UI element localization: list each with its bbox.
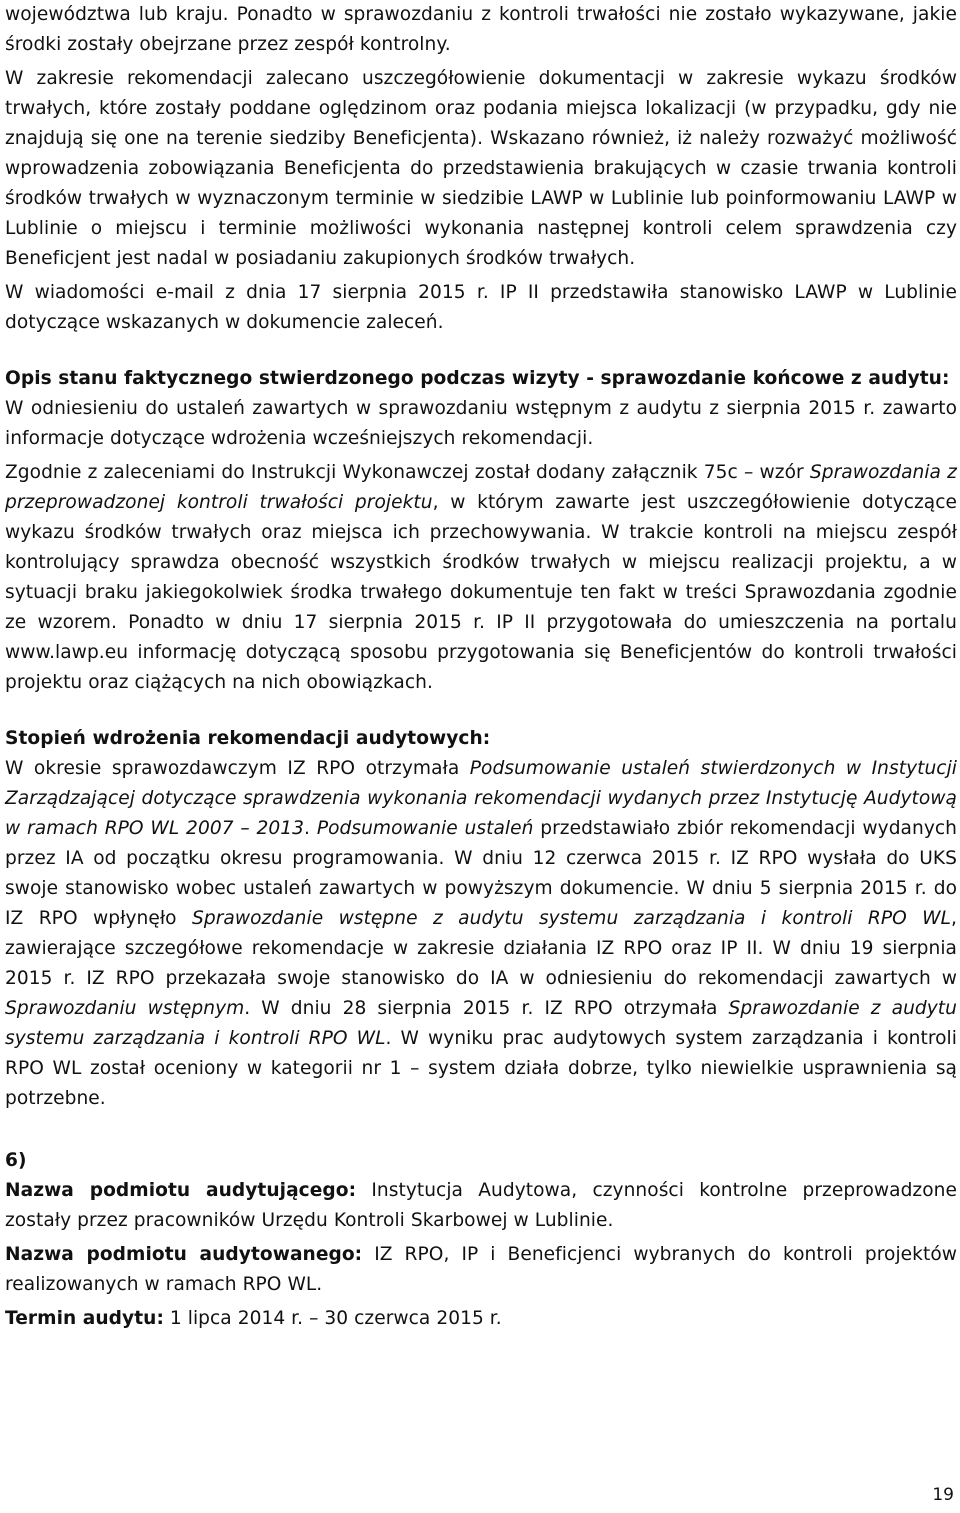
label-termin: Termin audytu:	[5, 1308, 164, 1329]
text-run: . W dniu 28 sierpnia 2015 r. IZ RPO otrzymała	[244, 998, 729, 1019]
paragraph-recommendations: W zakresie rekomendacji zalecano uszczegółowienie dokumentacji w zakresie wykazu środków trwałych, które zostały poddane oględzinom oraz podania miejsca lokalizacji (w przypadku, gdy nie znajdują się one na terenie siedziby Beneficjenta). Wskazano również, iż należy rozważyć możliwość wprowadzenia zobowiązania Beneficjenta do przedstawienia brakujących w czasie trwania kontroli środków trwałych w wyznaczonym terminie w siedzibie LAWP w Lublinie lub poinformowaniu LAWP w Lublinie o miejscu i terminie możliwości wykonania następnej kontroli celem sprawdzenia czy Beneficjent jest nadal w posiadaniu zakupionych środków trwałych.	[5, 68, 957, 269]
paragraph-email-response: W wiadomości e-mail z dnia 17 sierpnia 2015 r. IP II przedstawiła stanowisko LAWP w Lublinie dotyczące wskazanych w dokumencie zaleceń.	[5, 282, 957, 333]
section-heading-stopien: Stopień wdrożenia rekomendacji audytowych:	[5, 728, 491, 749]
italic-doc-title: Podsumowanie ustaleń stwierdzonych w Instytucji Zarządzającej dotyczące sprawdzenia wykonania rekomendacji wydanych przez Instytucję Audytową w ramach RPO WL 2007 – 2013	[5, 758, 958, 839]
paragraph-opis-2	[5, 458, 957, 698]
italic-doc-title: Sprawozdanie wstępne z audytu systemu zarządzania i kontroli RPO WL	[192, 908, 952, 929]
text-run: . W wyniku prac audytowych system zarządzania i kontroli RPO WL został oceniony w kategorii nr 1 – system działa dobrze, tylko niewielkie usprawnienia są potrzebne.	[5, 1028, 957, 1109]
italic-doc-title: Sprawozdaniu wstępnym	[5, 998, 245, 1019]
value-termin: 1 lipca 2014 r. – 30 czerwca 2015 r.	[163, 1308, 502, 1329]
text-run: , w którym zawarte jest uszczegółowienie dotyczące wykazu środków trwałych oraz miejsca ich przechowywania. W trakcie kontroli na miejscu zespół kontrolujący sprawdza obecność wszystkich środków trwałych w miejscu realizacji projektu, a w sytuacji braku jakiegokolwiek środka trwałego dokumentuje ten fakt w treści Sprawozdania zgodnie ze wzorem. Ponadto w dniu 17 sierpnia 2015 r. IP II przygotowała do umieszczenia na portalu www.lawp.eu informację dotyczącą sposobu przygotowania się Beneficjentów do kontroli trwałości projektu oraz ciążących na nich obowiązkach.	[5, 492, 958, 693]
paragraph-stopien	[5, 754, 957, 1114]
text-run: .	[304, 818, 317, 839]
section-heading-opis: Opis stanu faktycznego stwierdzonego podczas wizyty - sprawozdanie końcowe z audytu:	[5, 368, 950, 389]
paragraph-audytujacy	[5, 1176, 957, 1236]
value-audytowany: IZ RPO, IP i Beneficjenci wybranych do kontroli projektów realizowanych w ramach RPO WL.	[5, 1244, 957, 1295]
label-audytowany: Nazwa podmiotu audytowanego:	[5, 1244, 363, 1265]
italic-title: Sprawozdania z przeprowadzonej kontroli trwałości projektu	[5, 462, 957, 513]
page-number: 19	[932, 1485, 954, 1505]
label-audytujacy: Nazwa podmiotu audytującego:	[5, 1180, 357, 1201]
document-page	[5, 0, 957, 1338]
italic-doc-title: Sprawozdanie z audytu systemu zarządzania i kontroli RPO WL	[5, 998, 957, 1049]
paragraph-continued: województwa lub kraju. Ponadto w sprawozdaniu z kontroli trwałości nie zostało wykazywane, jakie środki zostały obejrzane przez zespół kontrolny.	[5, 4, 957, 55]
paragraph-termin	[5, 1304, 957, 1334]
text-run: przedstawiało zbiór rekomendacji wydanych przez IA od początku okresu programowania. W dniu 12 czerwca 2015 r. IZ RPO wysłała do UKS swoje stanowisko wobec ustaleń zawartych w powyższym dokumencie. W dniu 5 sierpnia 2015 r. do IZ RPO wpłynęło	[5, 818, 957, 929]
text-run: W okresie sprawozdawczym IZ RPO otrzymała	[5, 758, 470, 779]
section-number: 6)	[5, 1150, 27, 1171]
paragraph-audytowany	[5, 1240, 957, 1300]
text-run: , zawierające szczegółowe rekomendacje w zakresie działania IZ RPO oraz IP II. W dniu 19 sierpnia 2015 r. IZ RPO przekazała swoje stanowisko do IA w odniesieniu do rekomendacji zawartych w	[5, 908, 957, 989]
value-audytujacy: Instytucja Audytowa, czynności kontrolne przeprowadzone zostały przez pracowników Urzędu Kontroli Skarbowej w Lublinie.	[5, 1180, 957, 1231]
paragraph-opis-1: W odniesieniu do ustaleń zawartych w sprawozdaniu wstępnym z audytu z sierpnia 2015 r. zawarto informacje dotyczące wdrożenia wcześniejszych rekomendacji.	[5, 398, 957, 449]
text-run: Zgodnie z zaleceniami do Instrukcji Wykonawczej został dodany załącznik 75c – wzór	[5, 462, 810, 483]
italic-doc-title: Podsumowanie ustaleń	[316, 818, 534, 839]
